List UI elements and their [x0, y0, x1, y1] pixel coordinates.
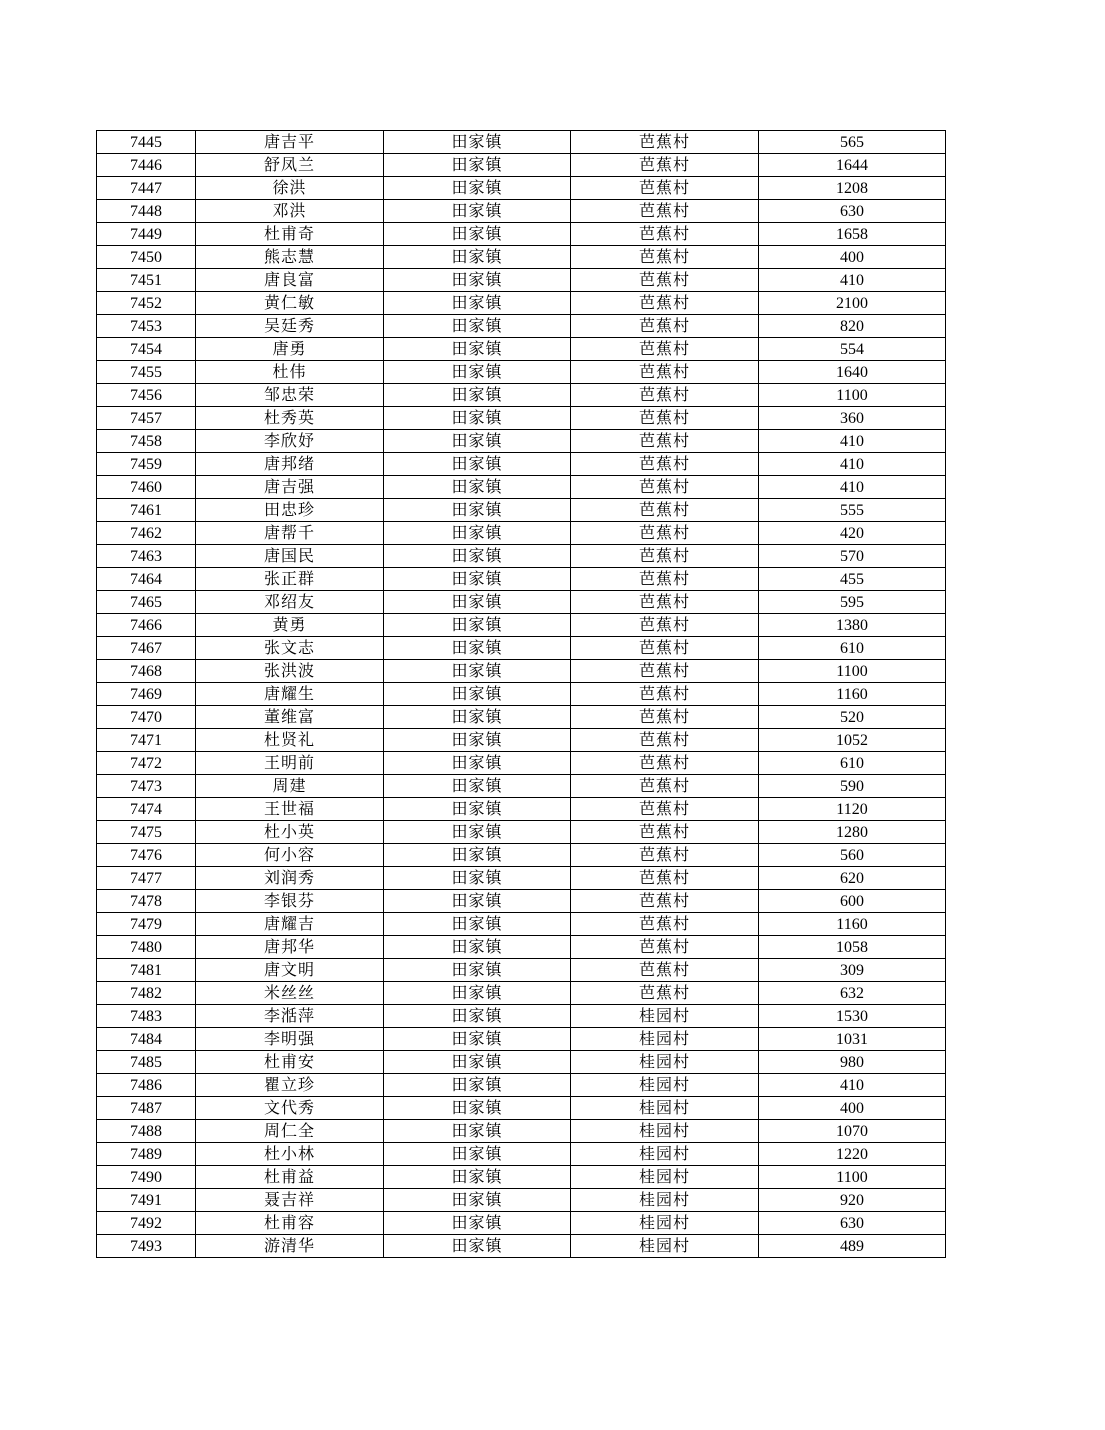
name-cell: 黄勇: [196, 614, 384, 637]
table-row: [97, 177, 946, 200]
village-cell: 芭蕉村: [571, 591, 759, 614]
name-cell: 唐国民: [196, 545, 384, 568]
name-cell: 何小容: [196, 844, 384, 867]
row-number-cell: 7461: [97, 499, 196, 522]
town-cell: 田家镇: [384, 246, 571, 269]
name-cell: 徐洪: [196, 177, 384, 200]
village-cell: 芭蕉村: [571, 476, 759, 499]
row-number-cell: 7473: [97, 775, 196, 798]
village-cell: 桂园村: [571, 1097, 759, 1120]
village-cell: 芭蕉村: [571, 729, 759, 752]
village-cell: 芭蕉村: [571, 131, 759, 154]
town-cell: 田家镇: [384, 154, 571, 177]
name-cell: 邹忠荣: [196, 384, 384, 407]
row-number-cell: 7468: [97, 660, 196, 683]
village-cell: 芭蕉村: [571, 453, 759, 476]
village-cell: 芭蕉村: [571, 522, 759, 545]
table-row: [97, 545, 946, 568]
table-row: [97, 476, 946, 499]
amount-cell: 309: [759, 959, 946, 982]
town-cell: 田家镇: [384, 591, 571, 614]
village-cell: 芭蕉村: [571, 545, 759, 568]
amount-cell: 595: [759, 591, 946, 614]
town-cell: 田家镇: [384, 269, 571, 292]
table-row: [97, 959, 946, 982]
table-row: [97, 1051, 946, 1074]
name-cell: 熊志慧: [196, 246, 384, 269]
table-row: [97, 1120, 946, 1143]
name-cell: 杜小英: [196, 821, 384, 844]
town-cell: 田家镇: [384, 1051, 571, 1074]
town-cell: 田家镇: [384, 844, 571, 867]
village-cell: 芭蕉村: [571, 361, 759, 384]
village-cell: 芭蕉村: [571, 223, 759, 246]
village-cell: 芭蕉村: [571, 775, 759, 798]
name-cell: 杜甫益: [196, 1166, 384, 1189]
village-cell: 芭蕉村: [571, 867, 759, 890]
row-number-cell: 7474: [97, 798, 196, 821]
village-cell: 桂园村: [571, 1074, 759, 1097]
amount-cell: 400: [759, 246, 946, 269]
table-row: [97, 798, 946, 821]
table-row: [97, 223, 946, 246]
amount-cell: 590: [759, 775, 946, 798]
amount-cell: 920: [759, 1189, 946, 1212]
row-number-cell: 7450: [97, 246, 196, 269]
name-cell: 唐吉强: [196, 476, 384, 499]
town-cell: 田家镇: [384, 1212, 571, 1235]
town-cell: 田家镇: [384, 936, 571, 959]
amount-cell: 2100: [759, 292, 946, 315]
row-number-cell: 7451: [97, 269, 196, 292]
amount-cell: 1280: [759, 821, 946, 844]
town-cell: 田家镇: [384, 683, 571, 706]
table-row: [97, 568, 946, 591]
name-cell: 唐耀吉: [196, 913, 384, 936]
village-cell: 桂园村: [571, 1051, 759, 1074]
village-cell: 桂园村: [571, 1005, 759, 1028]
table-row: [97, 821, 946, 844]
row-number-cell: 7448: [97, 200, 196, 223]
row-number-cell: 7447: [97, 177, 196, 200]
village-cell: 桂园村: [571, 1189, 759, 1212]
amount-cell: 570: [759, 545, 946, 568]
amount-cell: 600: [759, 890, 946, 913]
town-cell: 田家镇: [384, 752, 571, 775]
amount-cell: 630: [759, 200, 946, 223]
table-row: [97, 522, 946, 545]
amount-cell: 410: [759, 1074, 946, 1097]
amount-cell: 610: [759, 752, 946, 775]
amount-cell: 489: [759, 1235, 946, 1258]
town-cell: 田家镇: [384, 1097, 571, 1120]
amount-cell: 565: [759, 131, 946, 154]
data-table: [96, 130, 946, 1258]
table-row: [97, 407, 946, 430]
amount-cell: 1530: [759, 1005, 946, 1028]
village-cell: 芭蕉村: [571, 269, 759, 292]
row-number-cell: 7472: [97, 752, 196, 775]
row-number-cell: 7493: [97, 1235, 196, 1258]
village-cell: 芭蕉村: [571, 292, 759, 315]
row-number-cell: 7479: [97, 913, 196, 936]
town-cell: 田家镇: [384, 1235, 571, 1258]
town-cell: 田家镇: [384, 637, 571, 660]
name-cell: 田忠珍: [196, 499, 384, 522]
row-number-cell: 7464: [97, 568, 196, 591]
town-cell: 田家镇: [384, 384, 571, 407]
row-number-cell: 7466: [97, 614, 196, 637]
village-cell: 芭蕉村: [571, 154, 759, 177]
town-cell: 田家镇: [384, 1143, 571, 1166]
row-number-cell: 7478: [97, 890, 196, 913]
town-cell: 田家镇: [384, 568, 571, 591]
table-row: [97, 384, 946, 407]
town-cell: 田家镇: [384, 821, 571, 844]
amount-cell: 1160: [759, 913, 946, 936]
table-row: [97, 706, 946, 729]
table-row: [97, 1074, 946, 1097]
row-number-cell: 7455: [97, 361, 196, 384]
town-cell: 田家镇: [384, 292, 571, 315]
name-cell: 邓洪: [196, 200, 384, 223]
village-cell: 芭蕉村: [571, 338, 759, 361]
name-cell: 唐耀生: [196, 683, 384, 706]
table-row: [97, 131, 946, 154]
row-number-cell: 7467: [97, 637, 196, 660]
amount-cell: 410: [759, 430, 946, 453]
village-cell: 芭蕉村: [571, 890, 759, 913]
row-number-cell: 7462: [97, 522, 196, 545]
name-cell: 李欣妤: [196, 430, 384, 453]
name-cell: 刘润秀: [196, 867, 384, 890]
village-cell: 芭蕉村: [571, 315, 759, 338]
row-number-cell: 7486: [97, 1074, 196, 1097]
table-row: [97, 936, 946, 959]
town-cell: 田家镇: [384, 614, 571, 637]
table-row: [97, 752, 946, 775]
town-cell: 田家镇: [384, 476, 571, 499]
row-number-cell: 7477: [97, 867, 196, 890]
name-cell: 董维富: [196, 706, 384, 729]
table-row: [97, 499, 946, 522]
row-number-cell: 7490: [97, 1166, 196, 1189]
name-cell: 杜甫奇: [196, 223, 384, 246]
town-cell: 田家镇: [384, 545, 571, 568]
town-cell: 田家镇: [384, 522, 571, 545]
town-cell: 田家镇: [384, 1028, 571, 1051]
row-number-cell: 7482: [97, 982, 196, 1005]
town-cell: 田家镇: [384, 1074, 571, 1097]
row-number-cell: 7453: [97, 315, 196, 338]
table-row: [97, 430, 946, 453]
row-number-cell: 7491: [97, 1189, 196, 1212]
amount-cell: 420: [759, 522, 946, 545]
town-cell: 田家镇: [384, 913, 571, 936]
name-cell: 王世福: [196, 798, 384, 821]
name-cell: 李湉萍: [196, 1005, 384, 1028]
name-cell: 米丝丝: [196, 982, 384, 1005]
name-cell: 舒凤兰: [196, 154, 384, 177]
amount-cell: 555: [759, 499, 946, 522]
table-row: [97, 338, 946, 361]
amount-cell: 1031: [759, 1028, 946, 1051]
village-cell: 芭蕉村: [571, 936, 759, 959]
town-cell: 田家镇: [384, 430, 571, 453]
table-row: [97, 1028, 946, 1051]
village-cell: 芭蕉村: [571, 821, 759, 844]
town-cell: 田家镇: [384, 361, 571, 384]
name-cell: 杜甫安: [196, 1051, 384, 1074]
name-cell: 唐帮千: [196, 522, 384, 545]
village-cell: 桂园村: [571, 1120, 759, 1143]
row-number-cell: 7492: [97, 1212, 196, 1235]
table-row: [97, 729, 946, 752]
amount-cell: 1640: [759, 361, 946, 384]
amount-cell: 1070: [759, 1120, 946, 1143]
village-cell: 桂园村: [571, 1028, 759, 1051]
name-cell: 唐良富: [196, 269, 384, 292]
village-cell: 芭蕉村: [571, 200, 759, 223]
amount-cell: 610: [759, 637, 946, 660]
village-cell: 芭蕉村: [571, 706, 759, 729]
village-cell: 芭蕉村: [571, 913, 759, 936]
table-row: [97, 913, 946, 936]
name-cell: 聂吉祥: [196, 1189, 384, 1212]
name-cell: 王明前: [196, 752, 384, 775]
amount-cell: 1380: [759, 614, 946, 637]
name-cell: 张文志: [196, 637, 384, 660]
table-row: [97, 591, 946, 614]
table-row: [97, 361, 946, 384]
amount-cell: 620: [759, 867, 946, 890]
row-number-cell: 7476: [97, 844, 196, 867]
table-row: [97, 1189, 946, 1212]
table-row: [97, 315, 946, 338]
table-row: [97, 637, 946, 660]
town-cell: 田家镇: [384, 660, 571, 683]
town-cell: 田家镇: [384, 890, 571, 913]
village-cell: 芭蕉村: [571, 660, 759, 683]
amount-cell: 1120: [759, 798, 946, 821]
amount-cell: 1052: [759, 729, 946, 752]
table-row: [97, 453, 946, 476]
row-number-cell: 7469: [97, 683, 196, 706]
table-row: [97, 246, 946, 269]
village-cell: 芭蕉村: [571, 407, 759, 430]
amount-cell: 1058: [759, 936, 946, 959]
name-cell: 吴廷秀: [196, 315, 384, 338]
table-row: [97, 660, 946, 683]
village-cell: 芭蕉村: [571, 568, 759, 591]
village-cell: 桂园村: [571, 1143, 759, 1166]
town-cell: 田家镇: [384, 177, 571, 200]
name-cell: 黄仁敏: [196, 292, 384, 315]
amount-cell: 410: [759, 453, 946, 476]
village-cell: 芭蕉村: [571, 683, 759, 706]
row-number-cell: 7485: [97, 1051, 196, 1074]
amount-cell: 820: [759, 315, 946, 338]
name-cell: 瞿立珍: [196, 1074, 384, 1097]
amount-cell: 400: [759, 1097, 946, 1120]
table-row: [97, 1235, 946, 1258]
name-cell: 唐勇: [196, 338, 384, 361]
table-row: [97, 1097, 946, 1120]
name-cell: 杜小林: [196, 1143, 384, 1166]
name-cell: 杜秀英: [196, 407, 384, 430]
town-cell: 田家镇: [384, 338, 571, 361]
row-number-cell: 7458: [97, 430, 196, 453]
town-cell: 田家镇: [384, 959, 571, 982]
name-cell: 周建: [196, 775, 384, 798]
name-cell: 唐邦华: [196, 936, 384, 959]
amount-cell: 455: [759, 568, 946, 591]
table-row: [97, 844, 946, 867]
row-number-cell: 7471: [97, 729, 196, 752]
name-cell: 张洪波: [196, 660, 384, 683]
amount-cell: 1100: [759, 384, 946, 407]
amount-cell: 1644: [759, 154, 946, 177]
name-cell: 周仁全: [196, 1120, 384, 1143]
row-number-cell: 7484: [97, 1028, 196, 1051]
village-cell: 桂园村: [571, 1166, 759, 1189]
town-cell: 田家镇: [384, 798, 571, 821]
town-cell: 田家镇: [384, 1166, 571, 1189]
village-cell: 芭蕉村: [571, 614, 759, 637]
row-number-cell: 7463: [97, 545, 196, 568]
row-number-cell: 7459: [97, 453, 196, 476]
row-number-cell: 7470: [97, 706, 196, 729]
amount-cell: 1100: [759, 660, 946, 683]
amount-cell: 520: [759, 706, 946, 729]
row-number-cell: 7487: [97, 1097, 196, 1120]
town-cell: 田家镇: [384, 982, 571, 1005]
amount-cell: 410: [759, 476, 946, 499]
town-cell: 田家镇: [384, 1005, 571, 1028]
name-cell: 李明强: [196, 1028, 384, 1051]
village-cell: 芭蕉村: [571, 844, 759, 867]
name-cell: 唐文明: [196, 959, 384, 982]
village-cell: 桂园村: [571, 1212, 759, 1235]
row-number-cell: 7483: [97, 1005, 196, 1028]
village-cell: 芭蕉村: [571, 499, 759, 522]
name-cell: 杜甫容: [196, 1212, 384, 1235]
table-row: [97, 890, 946, 913]
row-number-cell: 7489: [97, 1143, 196, 1166]
village-cell: 芭蕉村: [571, 752, 759, 775]
table-row: [97, 867, 946, 890]
name-cell: 张正群: [196, 568, 384, 591]
table-row: [97, 1143, 946, 1166]
table-row: [97, 683, 946, 706]
town-cell: 田家镇: [384, 200, 571, 223]
amount-cell: 410: [759, 269, 946, 292]
row-number-cell: 7445: [97, 131, 196, 154]
row-number-cell: 7449: [97, 223, 196, 246]
table-body: [97, 131, 946, 1258]
name-cell: 文代秀: [196, 1097, 384, 1120]
row-number-cell: 7454: [97, 338, 196, 361]
amount-cell: 554: [759, 338, 946, 361]
village-cell: 芭蕉村: [571, 959, 759, 982]
table-row: [97, 200, 946, 223]
village-cell: 芭蕉村: [571, 246, 759, 269]
amount-cell: 1208: [759, 177, 946, 200]
name-cell: 杜伟: [196, 361, 384, 384]
town-cell: 田家镇: [384, 131, 571, 154]
amount-cell: 632: [759, 982, 946, 1005]
town-cell: 田家镇: [384, 867, 571, 890]
town-cell: 田家镇: [384, 775, 571, 798]
town-cell: 田家镇: [384, 407, 571, 430]
row-number-cell: 7446: [97, 154, 196, 177]
row-number-cell: 7465: [97, 591, 196, 614]
village-cell: 芭蕉村: [571, 982, 759, 1005]
amount-cell: 1658: [759, 223, 946, 246]
row-number-cell: 7475: [97, 821, 196, 844]
amount-cell: 630: [759, 1212, 946, 1235]
town-cell: 田家镇: [384, 315, 571, 338]
table-row: [97, 614, 946, 637]
name-cell: 唐吉平: [196, 131, 384, 154]
table-row: [97, 1005, 946, 1028]
row-number-cell: 7480: [97, 936, 196, 959]
town-cell: 田家镇: [384, 499, 571, 522]
table-row: [97, 269, 946, 292]
table-row: [97, 292, 946, 315]
amount-cell: 560: [759, 844, 946, 867]
amount-cell: 1160: [759, 683, 946, 706]
table-row: [97, 775, 946, 798]
amount-cell: 980: [759, 1051, 946, 1074]
table-row: [97, 154, 946, 177]
amount-cell: 1220: [759, 1143, 946, 1166]
town-cell: 田家镇: [384, 1189, 571, 1212]
table-row: [97, 1166, 946, 1189]
row-number-cell: 7457: [97, 407, 196, 430]
row-number-cell: 7456: [97, 384, 196, 407]
town-cell: 田家镇: [384, 453, 571, 476]
village-cell: 芭蕉村: [571, 177, 759, 200]
town-cell: 田家镇: [384, 729, 571, 752]
town-cell: 田家镇: [384, 1120, 571, 1143]
row-number-cell: 7481: [97, 959, 196, 982]
name-cell: 邓绍友: [196, 591, 384, 614]
town-cell: 田家镇: [384, 223, 571, 246]
amount-cell: 1100: [759, 1166, 946, 1189]
name-cell: 唐邦绪: [196, 453, 384, 476]
name-cell: 杜贤礼: [196, 729, 384, 752]
row-number-cell: 7460: [97, 476, 196, 499]
village-cell: 桂园村: [571, 1235, 759, 1258]
table-row: [97, 982, 946, 1005]
village-cell: 芭蕉村: [571, 430, 759, 453]
village-cell: 芭蕉村: [571, 384, 759, 407]
town-cell: 田家镇: [384, 706, 571, 729]
row-number-cell: 7488: [97, 1120, 196, 1143]
name-cell: 李银芬: [196, 890, 384, 913]
village-cell: 芭蕉村: [571, 637, 759, 660]
table-row: [97, 1212, 946, 1235]
village-cell: 芭蕉村: [571, 798, 759, 821]
row-number-cell: 7452: [97, 292, 196, 315]
amount-cell: 360: [759, 407, 946, 430]
name-cell: 游清华: [196, 1235, 384, 1258]
